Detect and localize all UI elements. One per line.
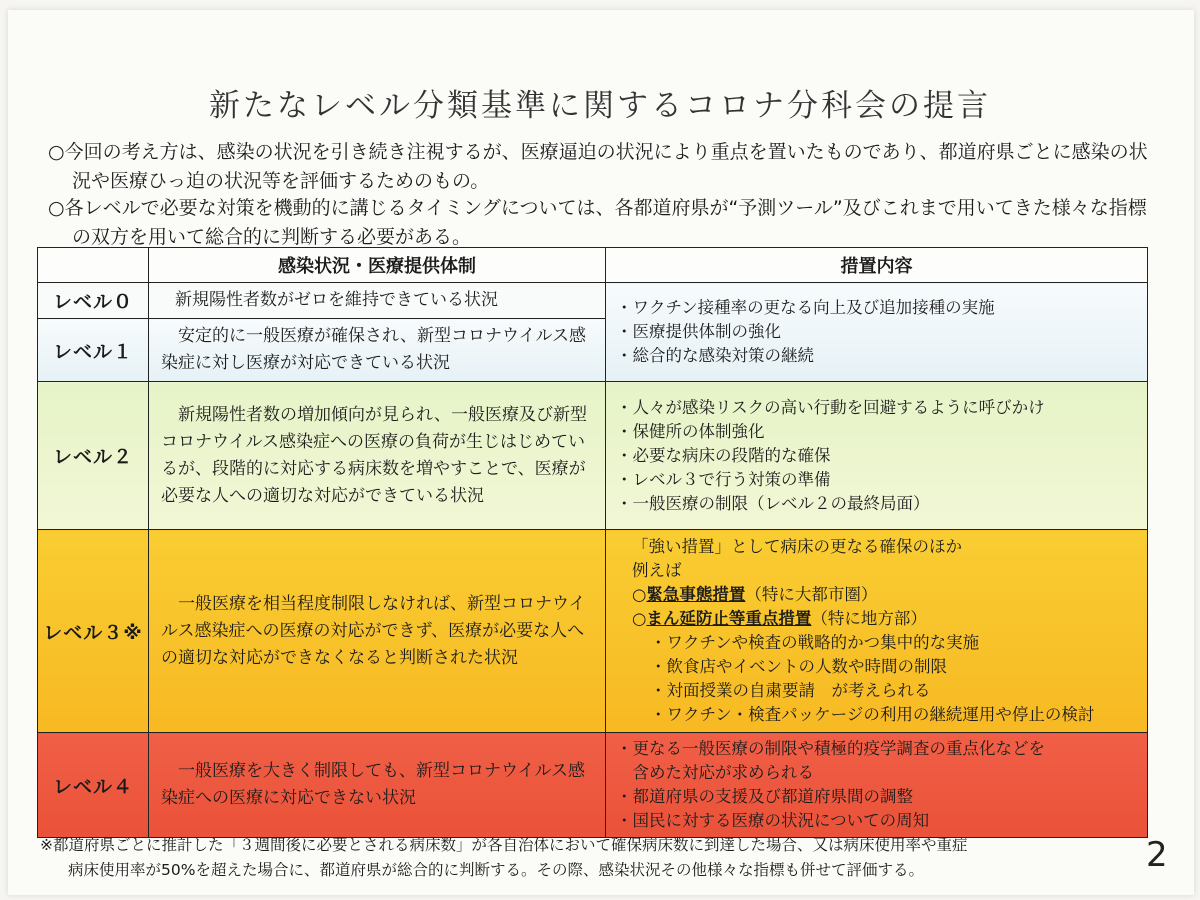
level2-label: レベル２ [38, 382, 149, 530]
level1-condition: 安定的に一般医療が確保され、新型コロナウイルス感染症に対し医療が対応できている状況 [149, 319, 606, 382]
measure-item: ・必要な病床の段階的な確保 [616, 445, 831, 465]
measure-item: ・医療提供体制の強化 [616, 322, 781, 341]
page-number: 2 [1146, 835, 1168, 875]
row-level4 [38, 733, 1148, 838]
priority-note: （特に地方部） [811, 609, 927, 628]
header-blank [38, 248, 149, 283]
emergency-prefix: ○ [632, 585, 647, 604]
example-label: 例えば [632, 561, 682, 580]
level4-label: レベル４ [38, 733, 149, 838]
intro-text-1: ○今回の考え方は、感染の状況を引き続き注視するが、医療逼迫の状況により重点を置いたものであり、都道府県ごとに感染の状況や医療ひっ迫の状況等を評価するためのもの。 [48, 141, 1148, 192]
level3-measures [606, 530, 1148, 733]
footnote [40, 833, 1160, 883]
priority-measure [616, 607, 1137, 631]
sub-measure-item: ・飲食店やイベントの人数や時間の制限 [650, 657, 947, 676]
sub-measure-item: ・ワクチン・検査パッケージの利用の継続運用や停止の検討 [650, 705, 1095, 724]
table-header-row [38, 248, 1148, 283]
footnote-line-2: 病床使用率が50%を超えた場合に、都道府県が総合的に判断する。その際、感染状況その他様々な指標も併せて評価する。 [68, 861, 924, 879]
level2-condition: 新規陽性者数の増加傾向が見られ、一般医療及び新型コロナウイルス感染症への医療の負荷が生じはじめているが、段階的に対応する病床数を増やすことで、医療が必要な人への適切な対応ができている状況 [149, 382, 606, 530]
level0-label: レベル０ [38, 283, 149, 319]
footnote-line-1: ※都道府県ごとに推計した「３週間後に必要とされる病床数」が各自治体において確保病床数に到達した場合、又は病床使用率や重症 [40, 836, 968, 854]
intro-paragraph-1 [48, 138, 1163, 196]
priority-strong: まん延防止等重点措置 [646, 609, 812, 628]
measure-item: ・総合的な感染対策の継続 [616, 346, 814, 365]
header-measures: 措置内容 [606, 248, 1148, 283]
measure-item: ・国民に対する医療の状況についての周知 [616, 811, 930, 830]
measure-item: ・更なる一般医療の制限や積極的疫学調査の重点化などを [616, 739, 1045, 758]
measure-item: ・ワクチン接種率の更なる向上及び追加接種の実施 [616, 298, 995, 317]
header-condition: 感染状況・医療提供体制 [149, 248, 606, 283]
measure-intro: 「強い措置」として病床の更なる確保のほか [632, 537, 962, 556]
sub-measure-item: ・ワクチンや検査の戦略的かつ集中的な実施 [650, 633, 980, 652]
level0-condition: 新規陽性者数がゼロを維持できている状況 [149, 283, 606, 319]
measure-item: ・保健所の体制強化 [616, 421, 765, 441]
level1-label: レベル１ [38, 319, 149, 382]
sub-measure-item: ・対面授業の自粛要請 が考えられる [650, 681, 931, 700]
row-level2 [38, 382, 1148, 530]
measure-item: 含めた対応が求められる [616, 763, 814, 782]
measure-item: ・一般医療の制限（レベル２の最終局面） [616, 493, 930, 513]
emergency-strong: 緊急事態措置 [646, 585, 746, 604]
intro-text-2: ○各レベルで必要な対策を機動的に講じるタイミングについては、各都道府県が“予測ツール”及びこれまで用いてきた様々な指標の双方を用いて総合的に判断する必要がある。 [48, 197, 1147, 248]
level4-measures [606, 733, 1148, 838]
level3-condition: 一般医療を相当程度制限しなければ、新型コロナウイルス感染症への医療の対応ができず、医療が必要な人への適切な対応ができなくなると判断された状況 [149, 530, 606, 733]
level4-condition: 一般医療を大きく制限しても、新型コロナウイルス感染症への医療に対応できない状況 [149, 733, 606, 838]
emergency-note: （特に大都市圏） [745, 585, 878, 604]
level-table [37, 247, 1148, 838]
measure-item: ・レベル３で行う対策の準備 [616, 469, 831, 489]
measure-item: ・都道府県の支援及び都道府県間の調整 [616, 787, 913, 806]
level3-label: レベル３※ [38, 530, 149, 733]
measure-item: ・人々が感染リスクの高い行動を回避するように呼びかけ [616, 397, 1045, 417]
level01-measures [606, 283, 1148, 382]
level2-measures [606, 382, 1148, 530]
page-title: 新たなレベル分類基準に関するコロナ分科会の提言 [209, 88, 991, 124]
emergency-measure [616, 583, 1137, 607]
intro-paragraph-2 [48, 194, 1163, 252]
row-level3 [38, 530, 1148, 733]
priority-prefix: ○ [632, 609, 647, 628]
row-level0 [38, 283, 1148, 319]
